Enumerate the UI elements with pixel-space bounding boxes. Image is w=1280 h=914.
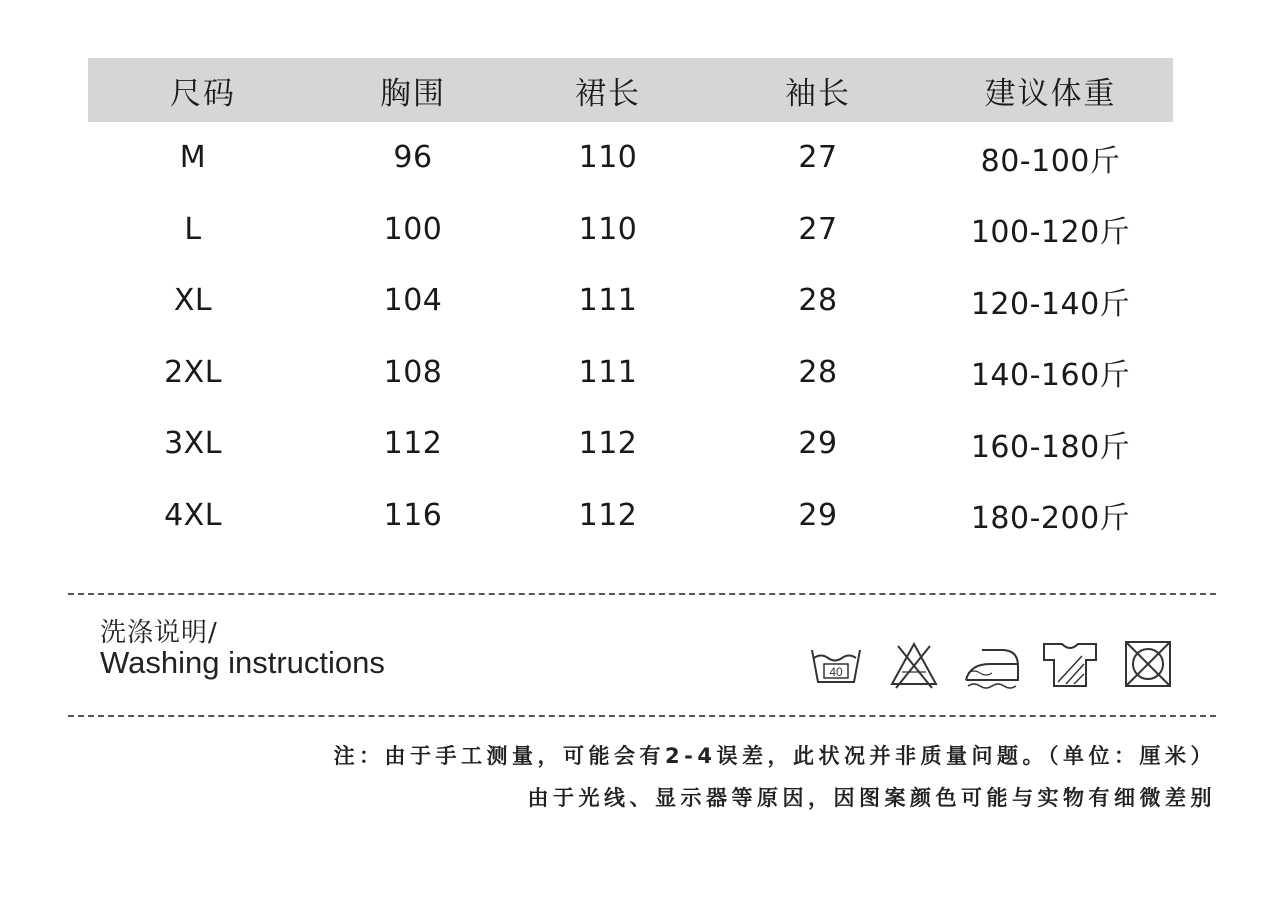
cell-size: 2XL bbox=[164, 354, 222, 390]
table-header-row bbox=[88, 58, 1173, 122]
iron-icon bbox=[962, 636, 1022, 692]
cell-weight: 160-180斤 bbox=[970, 429, 1131, 465]
cell-dress-length: 111 bbox=[578, 354, 638, 390]
dry-flat-icon bbox=[1040, 636, 1100, 692]
note-measurement-error: 注：由于手工测量，可能会有2-4误差，此状况并非质量问题。（单位：厘米） bbox=[333, 744, 1216, 768]
wash-40-icon bbox=[806, 636, 866, 692]
washing-instructions-title bbox=[100, 620, 385, 680]
cell-dress-length: 112 bbox=[578, 497, 638, 533]
cell-sleeve-length: 29 bbox=[798, 497, 838, 533]
header-size: 尺码 bbox=[170, 75, 236, 112]
cell-sleeve-length: 28 bbox=[798, 354, 838, 390]
do-not-bleach-icon bbox=[884, 636, 944, 692]
cell-bust: 112 bbox=[383, 426, 443, 462]
cell-weight: 140-160斤 bbox=[970, 358, 1131, 394]
measurement-notes bbox=[334, 735, 1216, 819]
cell-dress-length: 110 bbox=[578, 140, 638, 176]
cell-size: L bbox=[184, 211, 202, 247]
cell-weight: 180-200斤 bbox=[970, 501, 1131, 537]
cell-dress-length: 112 bbox=[578, 426, 638, 462]
table-row bbox=[88, 337, 1173, 409]
cell-bust: 100 bbox=[383, 211, 443, 247]
table-row bbox=[88, 265, 1173, 337]
table-row bbox=[88, 122, 1173, 194]
cell-weight: 80-100斤 bbox=[980, 143, 1121, 179]
header-sleeve-length: 袖长 bbox=[785, 75, 851, 112]
cell-sleeve-length: 27 bbox=[798, 140, 838, 176]
washing-title-en: Washing instructions bbox=[100, 645, 385, 681]
dashed-divider-top bbox=[68, 593, 1216, 595]
cell-sleeve-length: 28 bbox=[798, 283, 838, 319]
table-row bbox=[88, 408, 1173, 480]
size-chart-table bbox=[88, 58, 1173, 551]
cell-dress-length: 110 bbox=[578, 211, 638, 247]
cell-size: M bbox=[179, 140, 207, 176]
do-not-tumble-dry-icon bbox=[1118, 636, 1178, 692]
note-color-difference: 由于光线、显示器等原因，因图案颜色可能与实物有细微差别 bbox=[527, 786, 1216, 810]
header-bust: 胸围 bbox=[380, 75, 446, 112]
dashed-divider-bottom bbox=[68, 715, 1216, 717]
header-dress-length: 裙长 bbox=[575, 75, 641, 112]
wash-temp-label: 40 bbox=[829, 665, 843, 679]
header-suggested-weight: 建议体重 bbox=[984, 75, 1117, 112]
washing-title-cn: 洗涤说明/ bbox=[100, 618, 218, 648]
cell-weight: 100-120斤 bbox=[970, 215, 1131, 251]
cell-size: 4XL bbox=[164, 497, 222, 533]
cell-bust: 108 bbox=[383, 354, 443, 390]
cell-size: XL bbox=[173, 283, 213, 319]
cell-dress-length: 111 bbox=[578, 283, 638, 319]
table-row bbox=[88, 194, 1173, 266]
cell-sleeve-length: 27 bbox=[798, 211, 838, 247]
cell-sleeve-length: 29 bbox=[798, 426, 838, 462]
cell-bust: 116 bbox=[383, 497, 443, 533]
cell-size: 3XL bbox=[164, 426, 222, 462]
washing-icons bbox=[806, 636, 1196, 692]
cell-weight: 120-140斤 bbox=[970, 286, 1131, 322]
cell-bust: 96 bbox=[393, 140, 433, 176]
table-row bbox=[88, 480, 1173, 552]
cell-bust: 104 bbox=[383, 283, 443, 319]
